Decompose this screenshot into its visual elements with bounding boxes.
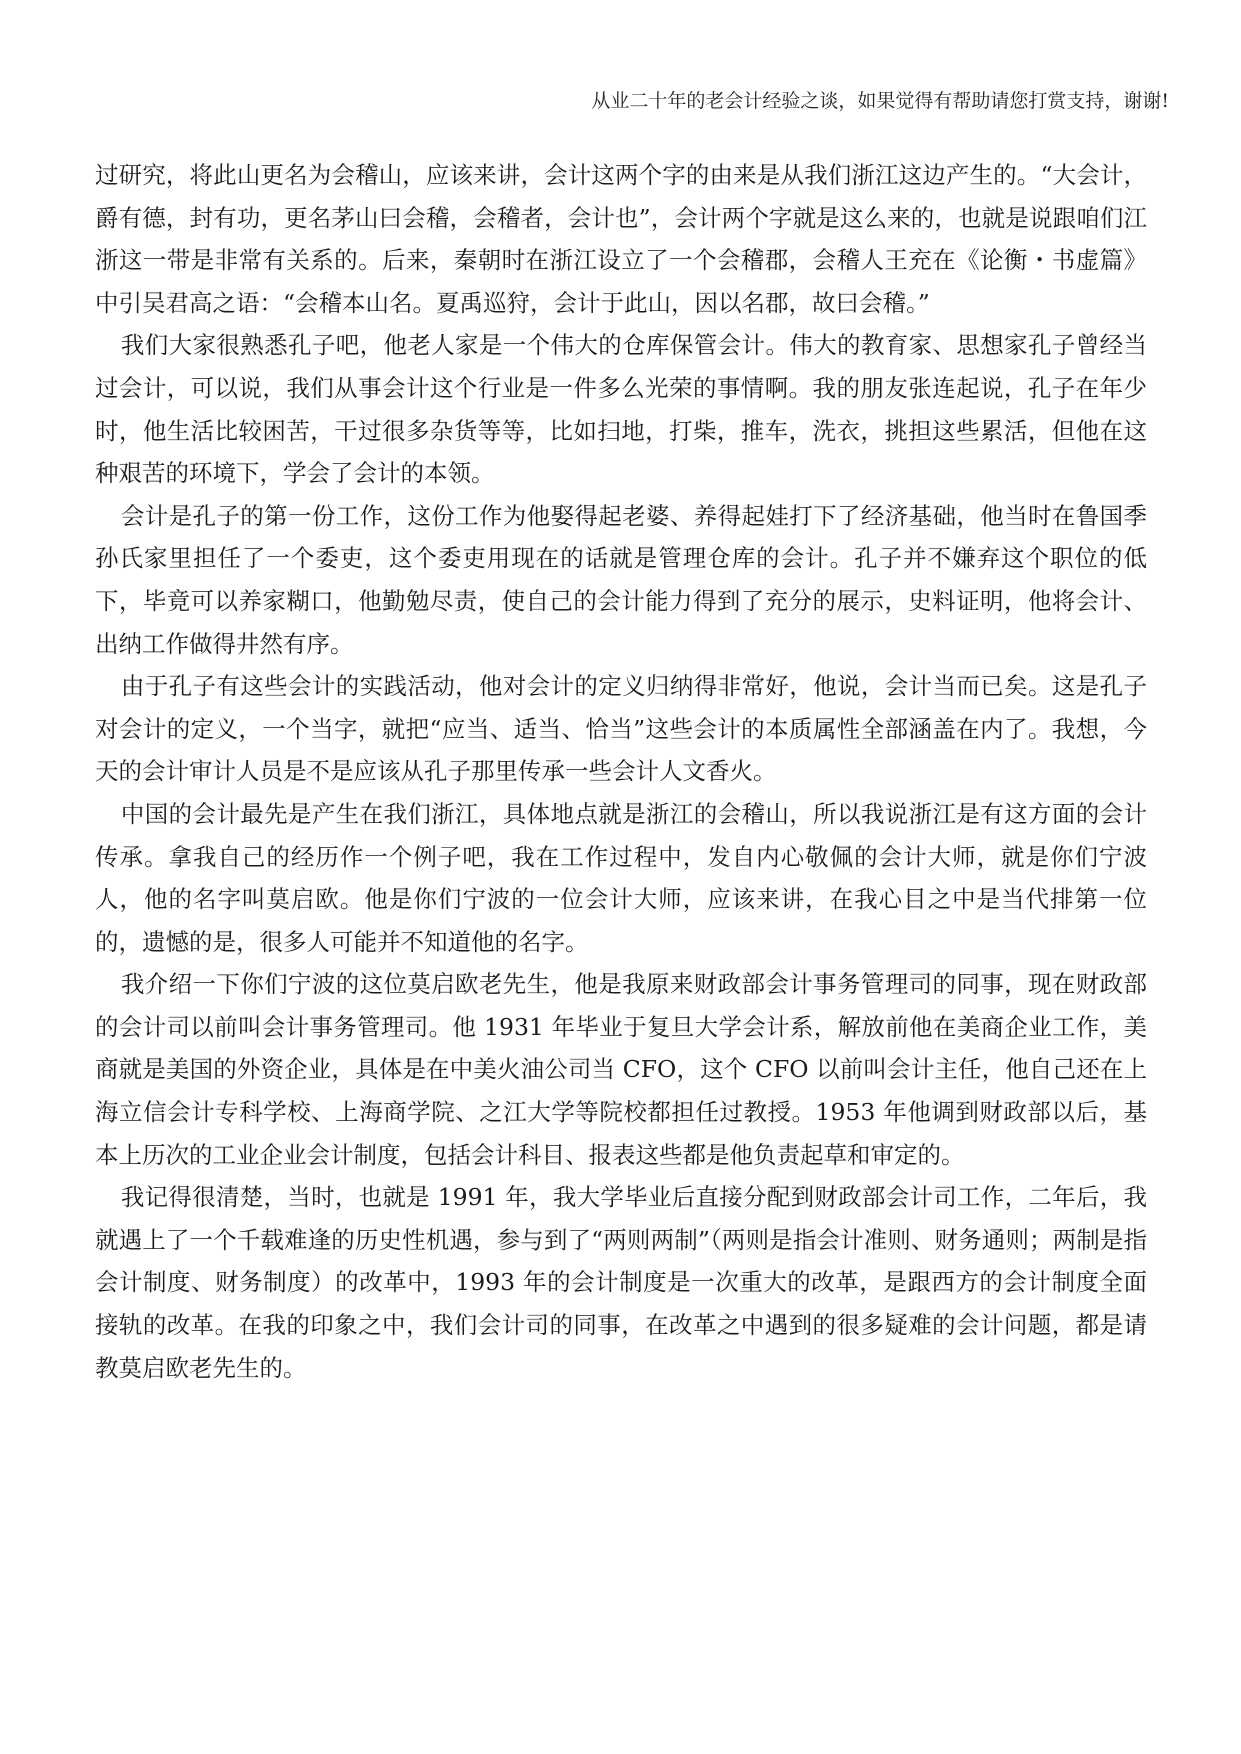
paragraph: 我记得很清楚，当时，也就是 1991 年，我大学毕业后直接分配到财政部会计司工作，二年后，我就遇上了一个千载难逢的历史性机遇，参与到了“两则两制”（两则是指会计准则、财务通则；两制是指会计制度、财务制度）的改革中，1993 年的会计制度是一次重大的改革，是跟西方的会计制度全面接轨的改革。在我的印象之中，我们会计司的同事，在改革之中遇到的很多疑难的会计问题，都是请教莫启欧老先生的。 bbox=[95, 1183, 1147, 1382]
header-note: 从业二十年的老会计经验之谈，如果觉得有帮助请您打赏支持，谢谢! bbox=[591, 90, 1169, 112]
paragraph: 我介绍一下你们宁波的这位莫启欧老先生，他是我原来财政部会计事务管理司的同事，现在财政部的会计司以前叫会计事务管理司。他 1931 年毕业于复旦大学会计系，解放前他在美商企业工作，美商就是美国的外资企业，具体是在中美火油公司当 CFO，这个 CFO 以前叫会计主任，他自己还在上海立信会计专科学校、上海商学院、之江大学等院校都担任过教授。1953 年他调到财政部以后，基本上历次的工业企业会计制度，包括会计科目、报表这些都是他负责起草和审定的。 bbox=[95, 970, 1147, 1169]
paragraph: 中国的会计最先是产生在我们浙江，具体地点就是浙江的会稽山，所以我说浙江是有这方面的会计传承。拿我自己的经历作一个例子吧，我在工作过程中，发自内心敬佩的会计大师，就是你们宁波人，他的名字叫莫启欧。他是你们宁波的一位会计大师，应该来讲，在我心目之中是当代排第一位的，遗憾的是，很多人可能并不知道他的名字。 bbox=[95, 799, 1147, 956]
paragraph-continued: 过研究，将此山更名为会稽山，应该来讲，会计这两个字的由来是从我们浙江这边产生的。“大会计，爵有德，封有功，更名茅山曰会稽，会稽者，会计也”，会计两个字就是这么来的，也就是说跟咱们江浙这一带是非常有关系的。后来，秦朝时在浙江设立了一个会稽郡，会稽人王充在《论衡・书虚篇》中引吴君高之语：“会稽本山名。夏禹巡狩，会计于此山，因以名郡，故曰会稽。” bbox=[95, 161, 1147, 317]
body-text bbox=[95, 154, 1147, 1389]
paragraph: 会计是孔子的第一份工作，这份工作为他娶得起老婆、养得起娃打下了经济基础，他当时在鲁国季孙氏家里担任了一个委吏，这个委吏用现在的话就是管理仓库的会计。孔子并不嫌弃这个职位的低下，毕竟可以养家糊口，他勤勉尽责，使自己的会计能力得到了充分的展示，史料证明，他将会计、出纳工作做得井然有序。 bbox=[95, 501, 1147, 658]
paragraph: 由于孔子有这些会计的实践活动，他对会计的定义归纳得非常好，他说，会计当而已矣。这是孔子对会计的定义，一个当字，就把“应当、适当、恰当”这些会计的本质属性全部涵盖在内了。我想，今天的会计审计人员是不是应该从孔子那里传承一些会计人文香火。 bbox=[95, 672, 1147, 786]
paragraph: 我们大家很熟悉孔子吧，他老人家是一个伟大的仓库保管会计。伟大的教育家、思想家孔子曾经当过会计，可以说，我们从事会计这个行业是一件多么光荣的事情啊。我的朋友张连起说，孔子在年少时，他生活比较困苦，干过很多杂货等等，比如扫地，打柴，推车，洗衣，挑担这些累活，但他在这种艰苦的环境下，学会了会计的本领。 bbox=[95, 331, 1147, 488]
